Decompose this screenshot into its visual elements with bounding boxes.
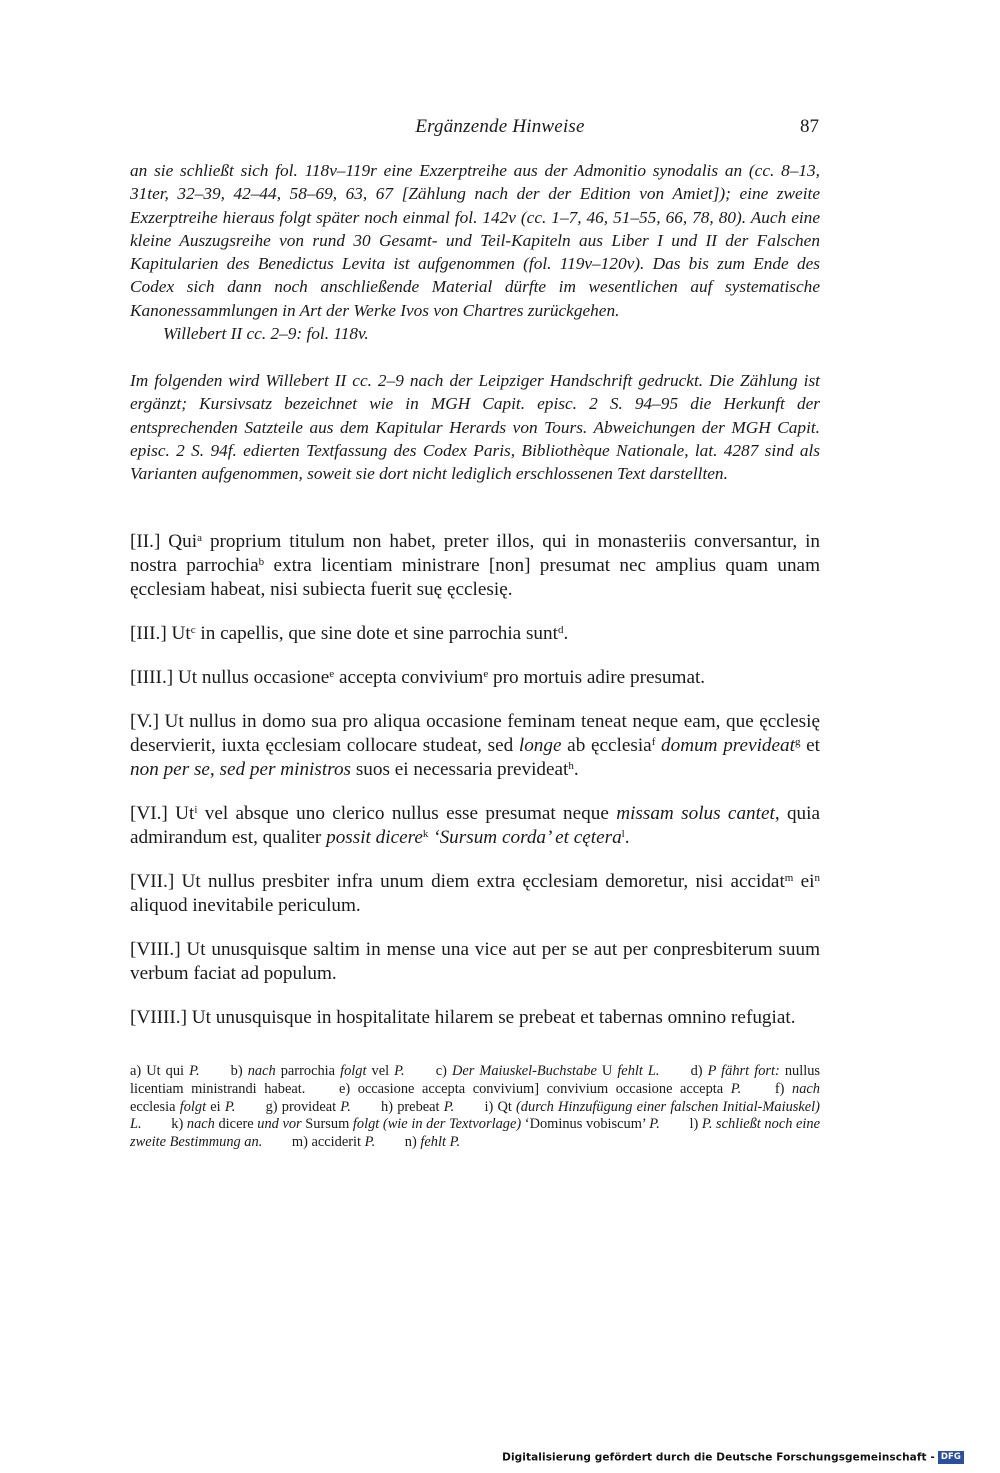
canon-3: [III.] Ut$^c$ in capellis, que sine dote et sine parrochia sunt$^d$. (130, 623, 569, 644)
footnotes (130, 1063, 820, 1152)
credit-text: Digitalisierung gefördert durch die Deutsche Forschungsgemeinschaft - (502, 1451, 935, 1464)
canon-list (130, 530, 820, 1050)
canon-6: [VI.] Ut$^i$ vel absque uno clerico nullus esse presumat neque missam solus cantet, quia admirandum est, qualiter possit dicere$^k$ ‘Sursum corda’ et cętera$^l$. (130, 803, 820, 848)
running-title: Ergänzende Hinweise (415, 116, 585, 137)
footnote-d: d) P fährt fort: nullus licentiam ministrandi habeat. (130, 1063, 820, 1097)
canon-2: [II.] Qui$^a$ proprium titulum non habet, preter illos, qui in monasteriis conversantur, in nostra parrochia$^b$ extra licentiam ministrare [non] presumat nec amplius quam unam ęcclesiam habeat, nisi subiecta fuerit suę ęcclesię. (130, 531, 821, 600)
canon-9: [VIIII.] Ut unusquisque in hospitalitate hilarem se prebeat et tabernas omnino refugiat. (130, 1007, 796, 1028)
digitization-credit (502, 1451, 964, 1464)
footnote-c: c) Der Maiuskel-Buchstabe U fehlt L. (435, 1063, 660, 1079)
dfg-logo: DFG (938, 1451, 964, 1464)
footnote-f: f) nach ecclesia folgt ei P. (130, 1080, 820, 1115)
footnote-e: e) occasione accepta convivium] convivium occasione accepta P. (338, 1080, 742, 1097)
canon-8: [VIII.] Ut unusquisque saltim in mense una vice aut per se aut per conpresbiterum suum verbum faciat ad populum. (130, 939, 820, 984)
page-number: 87 (800, 116, 819, 137)
footnote-i: i) Qt (durch Hinzufügung einer falschen Initial-Maiuskel) L. (130, 1098, 820, 1133)
intro-paragraph (130, 159, 820, 345)
canon-4: [IIII.] Ut nullus occasione$^e$ accepta convivium$^e$ pro mortuis adire presumat. (130, 667, 706, 688)
footnote-n: n) fehlt P. (404, 1134, 461, 1151)
footnote-g: g) provideat P. (265, 1098, 351, 1115)
footnote-a: a) Ut qui P. (130, 1063, 200, 1079)
canon-5: [V.] Ut nullus in domo sua pro aliqua occasione feminam teneat neque eam, que ęcclesię deservierit, iuxta ęcclesiam collocare studeat, sed longe ab ęcclesia$^f$ domum prevideat$^g$ et non per se, sed per ministros suos ei necessaria prevideat$^h$. (130, 711, 820, 780)
footnote-l: l) P. schließt noch eine zweite Bestimmung an. (130, 1116, 821, 1151)
intro-reference: Willebert II cc. 2–9: fol. 118v. (163, 324, 369, 344)
canon-7: [VII.] Ut nullus presbiter infra unum diem extra ęcclesiam demoretur, nisi accidat$^m$ $ei^n$ aliquod inevitabile periculum. (130, 871, 820, 916)
footnote-k: k) nach dicere und vor Sursum folgt (wie in der Textvorlage) ‘Dominus vobiscum’ P. (171, 1116, 660, 1133)
footnote-b: b) nach parrochia folgt vel P. (230, 1063, 405, 1079)
footnote-h: h) prebeat P. (381, 1098, 455, 1115)
footnote-m: m) acciderit P. (291, 1134, 376, 1151)
editorial-note: Im folgenden wird Willebert II cc. 2–9 nach der Leipziger Handschrift gedruckt. Die Zählung ist ergänzt; Kursivsatz bezeichnet wie in MGH Capit. episc. 2 S. 94–95 die Herkunft der entsprechenden Satzteile aus dem Kapitular Herards von Tours. Abweichungen der MGH Capit. episc. 2 S. 94f. edierten Textfassung des Codex Paris, Bibliothèque Nationale, lat. 4287 sind als Varianten aufgenommen, soweit sie dort nicht lediglich erschlossenen Text darstellten. (130, 371, 820, 484)
intro-text: an sie schließt sich fol. 118v–119r eine Exzerptreihe aus der Admonitio synodalis an (cc. 8–13, 31ter, 32–39, 42–44, 58–69, 63, 67 [Zählung nach der der Edition von Amiet]); eine zweite Exzerptreihe hieraus folgt später noch einmal fol. 142v (cc. 1–7, 46, 51–55, 66, 78, 80). Auch eine kleine Auszugsreihe von rund 30 Gesamt- und Teil-Kapiteln aus Liber I und II der Falschen Kapitularien des Benedictus Levita ist aufgenommen (fol. 119v–120v). Das bis zum Ende des Codex sich dann noch anschließende Material dürfte im wesentlichen auf systematische Kanonessammlungen in Art der Werke Ivos von Chartres zurückgehen. (130, 161, 820, 320)
